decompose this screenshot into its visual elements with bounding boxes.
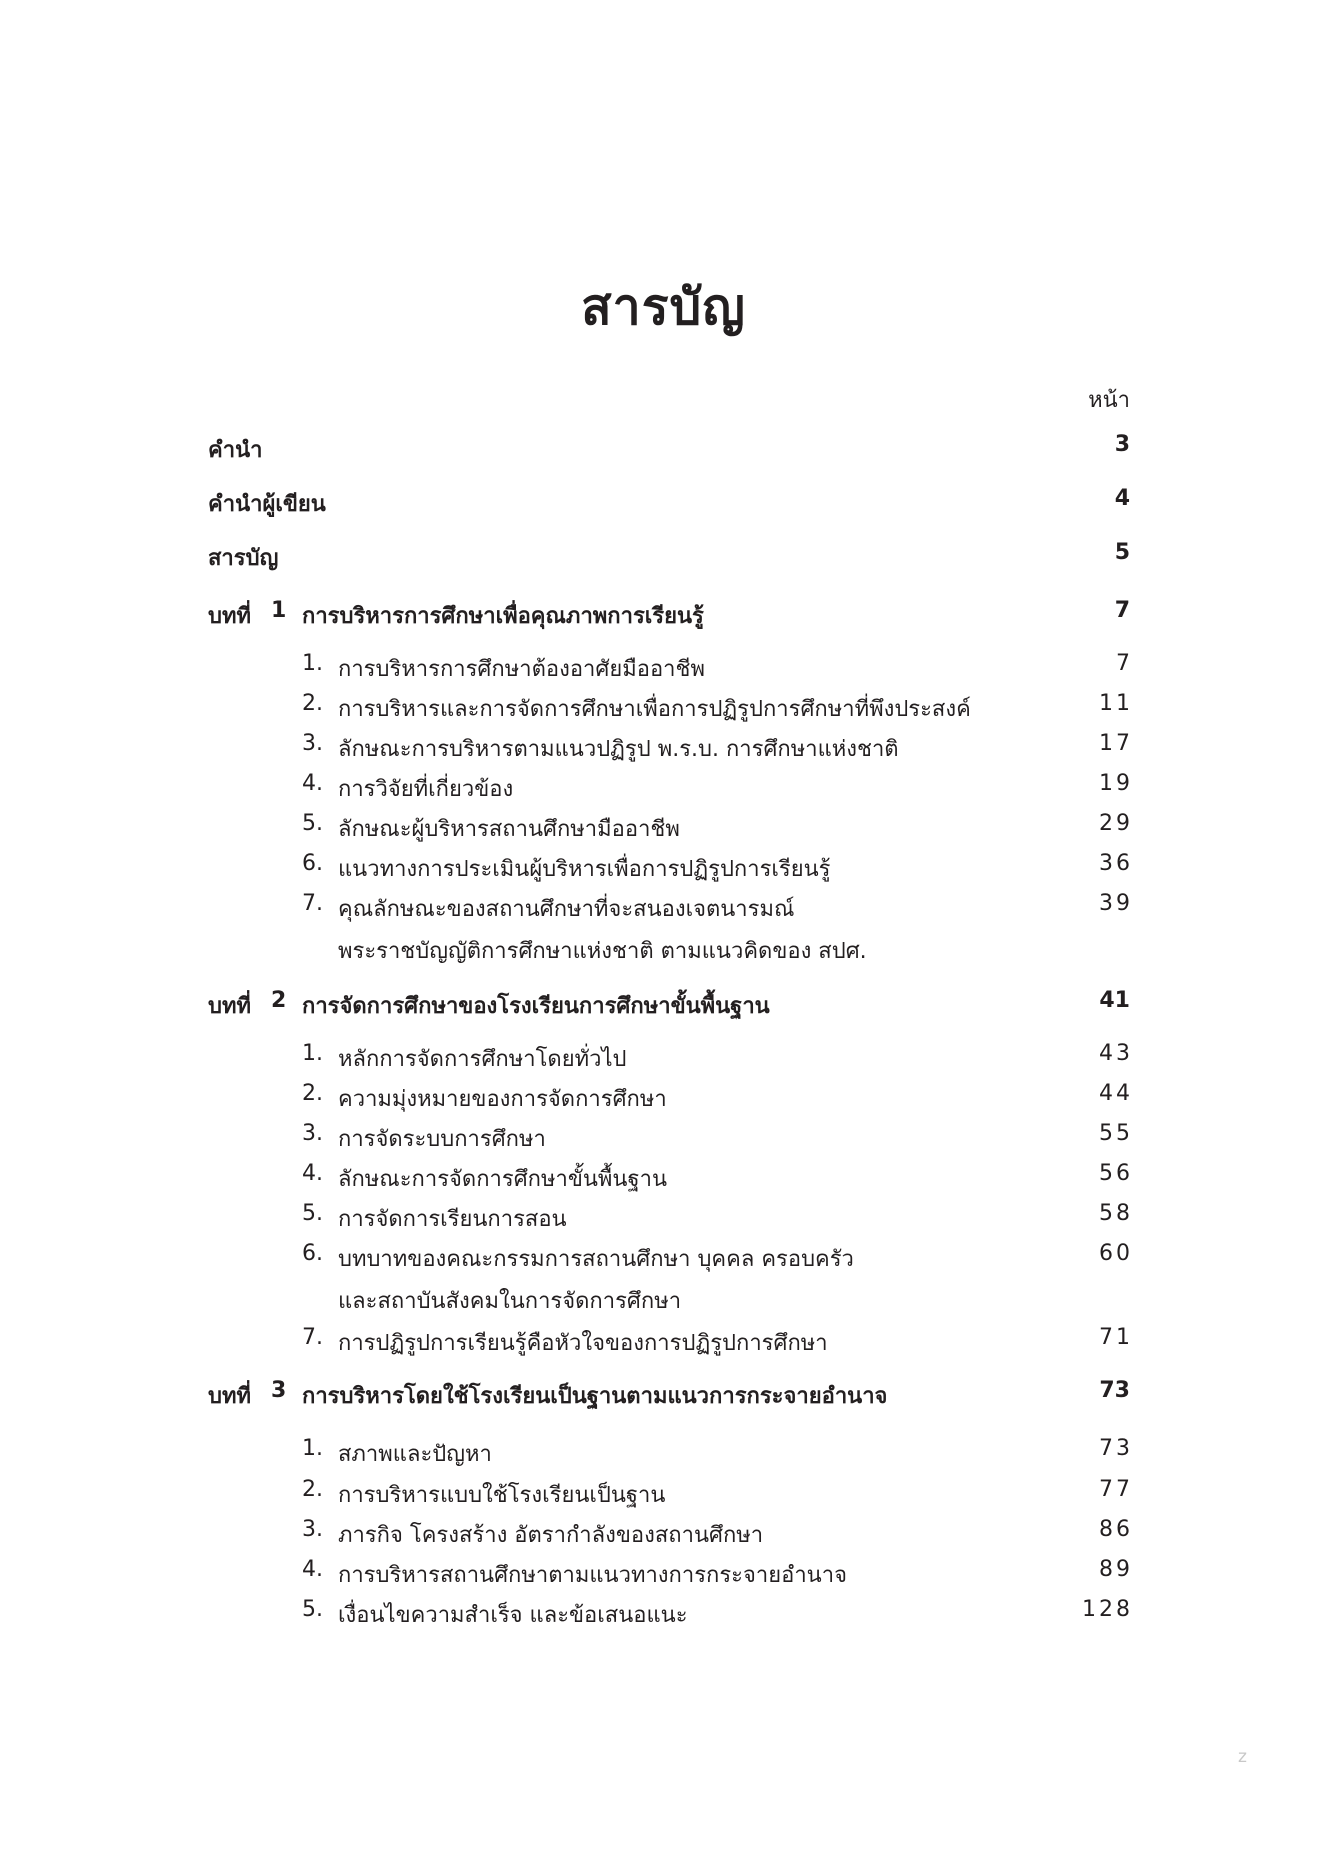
chapter-title: การบริหารการศึกษาเพื่อคุณภาพการเรียนรู้ (302, 604, 704, 629)
section-title: การปฏิรูปการเรียนรู้คือหัวใจของการปฏิรูปการศึกษา (338, 1331, 828, 1356)
section-page: 7 (1116, 651, 1133, 676)
chapter-number: 3 (271, 1378, 287, 1403)
section-number: 6. (302, 851, 323, 876)
section-page: 77 (1099, 1477, 1133, 1502)
chapter-title: การบริหารโดยใช้โรงเรียนเป็นฐานตามแนวการกระจายอำนาจ (302, 1384, 888, 1409)
section-page: 43 (1099, 1041, 1133, 1066)
chapter-heading (208, 598, 1130, 634)
section-title: การบริหารสถานศึกษาตามแนวทางการกระจายอำนาจ (338, 1563, 847, 1588)
section-number: 2. (302, 1477, 323, 1502)
section-entry (208, 1517, 1133, 1553)
section-page: 73 (1099, 1436, 1133, 1461)
toc-entry-front (208, 486, 1130, 522)
section-page: 11 (1099, 691, 1133, 716)
section-title: การจัดระบบการศึกษา (338, 1127, 546, 1152)
section-number: 2. (302, 1081, 323, 1106)
chapter-number: 1 (271, 598, 287, 623)
section-entry (208, 1121, 1133, 1157)
section-title: การจัดการเรียนการสอน (338, 1207, 567, 1232)
chapter-word: บทที่ (208, 1384, 251, 1409)
section-number: 4. (302, 1161, 323, 1186)
section-page: 58 (1099, 1201, 1133, 1226)
section-page: 86 (1099, 1517, 1133, 1542)
section-page: 55 (1099, 1121, 1133, 1146)
section-entry (208, 1436, 1133, 1472)
section-title: ภารกิจ โครงสร้าง อัตรากำลังของสถานศึกษา (338, 1523, 764, 1548)
section-number: 4. (302, 771, 323, 796)
section-title: เงื่อนไขความสำเร็จ และข้อเสนอแนะ (338, 1603, 688, 1628)
section-page: 19 (1099, 771, 1133, 796)
section-page: 128 (1082, 1597, 1133, 1622)
chapter-word: บทที่ (208, 994, 251, 1019)
section-entry (208, 771, 1133, 807)
section-number: 7. (302, 1325, 323, 1350)
section-entry (208, 811, 1133, 847)
section-title: สภาพและปัญหา (338, 1442, 492, 1467)
section-page: 29 (1099, 811, 1133, 836)
page-title: สารบัญ (581, 278, 746, 336)
section-title: ลักษณะการบริหารตามแนวปฏิรูป พ.ร.บ. การศึกษาแห่งชาติ (338, 737, 899, 762)
section-title-continuation: และสถาบันสังคมในการจัดการศึกษา (338, 1289, 682, 1314)
section-entry (208, 1557, 1133, 1593)
section-title: แนวทางการประเมินผู้บริหารเพื่อการปฏิรูปการเรียนรู้ (338, 857, 831, 882)
page-column-label: หน้า (1088, 388, 1130, 413)
toc-entry-page: 3 (1114, 432, 1130, 457)
toc-entry-label: คำนำผู้เขียน (208, 492, 326, 517)
section-title: หลักการจัดการศึกษาโดยทั่วไป (338, 1047, 627, 1072)
chapter-title: การจัดการศึกษาของโรงเรียนการศึกษาขั้นพื้นฐาน (302, 994, 770, 1019)
chapter-number: 2 (271, 988, 287, 1013)
section-entry (208, 1201, 1133, 1237)
section-page: 71 (1099, 1325, 1133, 1350)
section-title: บทบาทของคณะกรรมการสถานศึกษา บุคคล ครอบครัว (338, 1247, 854, 1272)
section-entry (208, 1597, 1133, 1633)
section-page: 17 (1099, 731, 1133, 756)
chapter-heading (208, 988, 1130, 1024)
section-entry (208, 1477, 1133, 1513)
section-entry (208, 891, 1133, 927)
section-number: 3. (302, 1121, 323, 1146)
section-title: การวิจัยที่เกี่ยวข้อง (338, 777, 514, 802)
section-title-continuation: พระราชบัญญัติการศึกษาแห่งชาติ ตามแนวคิดของ สปศ. (338, 939, 867, 964)
chapter-heading (208, 1378, 1130, 1414)
section-page: 56 (1099, 1161, 1133, 1186)
chapter-page: 7 (1114, 598, 1130, 623)
chapter-word: บทที่ (208, 604, 251, 629)
toc-entry-label: คำนำ (208, 438, 263, 463)
section-entry (208, 731, 1133, 767)
section-title: การบริหารและการจัดการศึกษาเพื่อการปฏิรูปการศึกษาที่พึงประสงค์ (338, 697, 971, 722)
section-entry (208, 651, 1133, 687)
section-entry (208, 1325, 1133, 1361)
section-number: 3. (302, 1517, 323, 1542)
section-page: 39 (1099, 891, 1133, 916)
section-title: ความมุ่งหมายของการจัดการศึกษา (338, 1087, 667, 1112)
section-number: 1. (302, 1436, 323, 1461)
toc-entry-page: 5 (1114, 540, 1130, 565)
section-entry (208, 1081, 1133, 1117)
section-number: 2. (302, 691, 323, 716)
section-title: ลักษณะการจัดการศึกษาขั้นพื้นฐาน (338, 1167, 667, 1192)
section-number: 6. (302, 1241, 323, 1266)
section-entry (208, 1241, 1133, 1277)
section-title: การบริหารแบบใช้โรงเรียนเป็นฐาน (338, 1483, 666, 1508)
section-number: 4. (302, 1557, 323, 1582)
toc-entry-page: 4 (1114, 486, 1130, 511)
section-number: 1. (302, 651, 323, 676)
section-entry (208, 691, 1133, 727)
chapter-page: 41 (1099, 988, 1130, 1013)
section-entry (208, 1161, 1133, 1197)
section-title: การบริหารการศึกษาต้องอาศัยมืออาชีพ (338, 657, 705, 682)
toc-entry-front (208, 540, 1130, 576)
section-page: 60 (1099, 1241, 1133, 1266)
section-title: คุณลักษณะของสถานศึกษาที่จะสนองเจตนารมณ์ (338, 897, 795, 922)
section-number: 1. (302, 1041, 323, 1066)
section-entry (208, 1041, 1133, 1077)
section-page: 36 (1099, 851, 1133, 876)
section-number: 5. (302, 1201, 323, 1226)
section-page: 44 (1099, 1081, 1133, 1106)
corner-mark: z (1238, 1747, 1247, 1767)
section-entry (208, 851, 1133, 887)
section-number: 3. (302, 731, 323, 756)
section-title: ลักษณะผู้บริหารสถานศึกษามืออาชีพ (338, 817, 680, 842)
section-number: 5. (302, 811, 323, 836)
section-page: 89 (1099, 1557, 1133, 1582)
toc-entry-front (208, 432, 1130, 468)
chapter-page: 73 (1099, 1378, 1130, 1403)
toc-entry-label: สารบัญ (208, 546, 279, 571)
section-number: 7. (302, 891, 323, 916)
section-number: 5. (302, 1597, 323, 1622)
